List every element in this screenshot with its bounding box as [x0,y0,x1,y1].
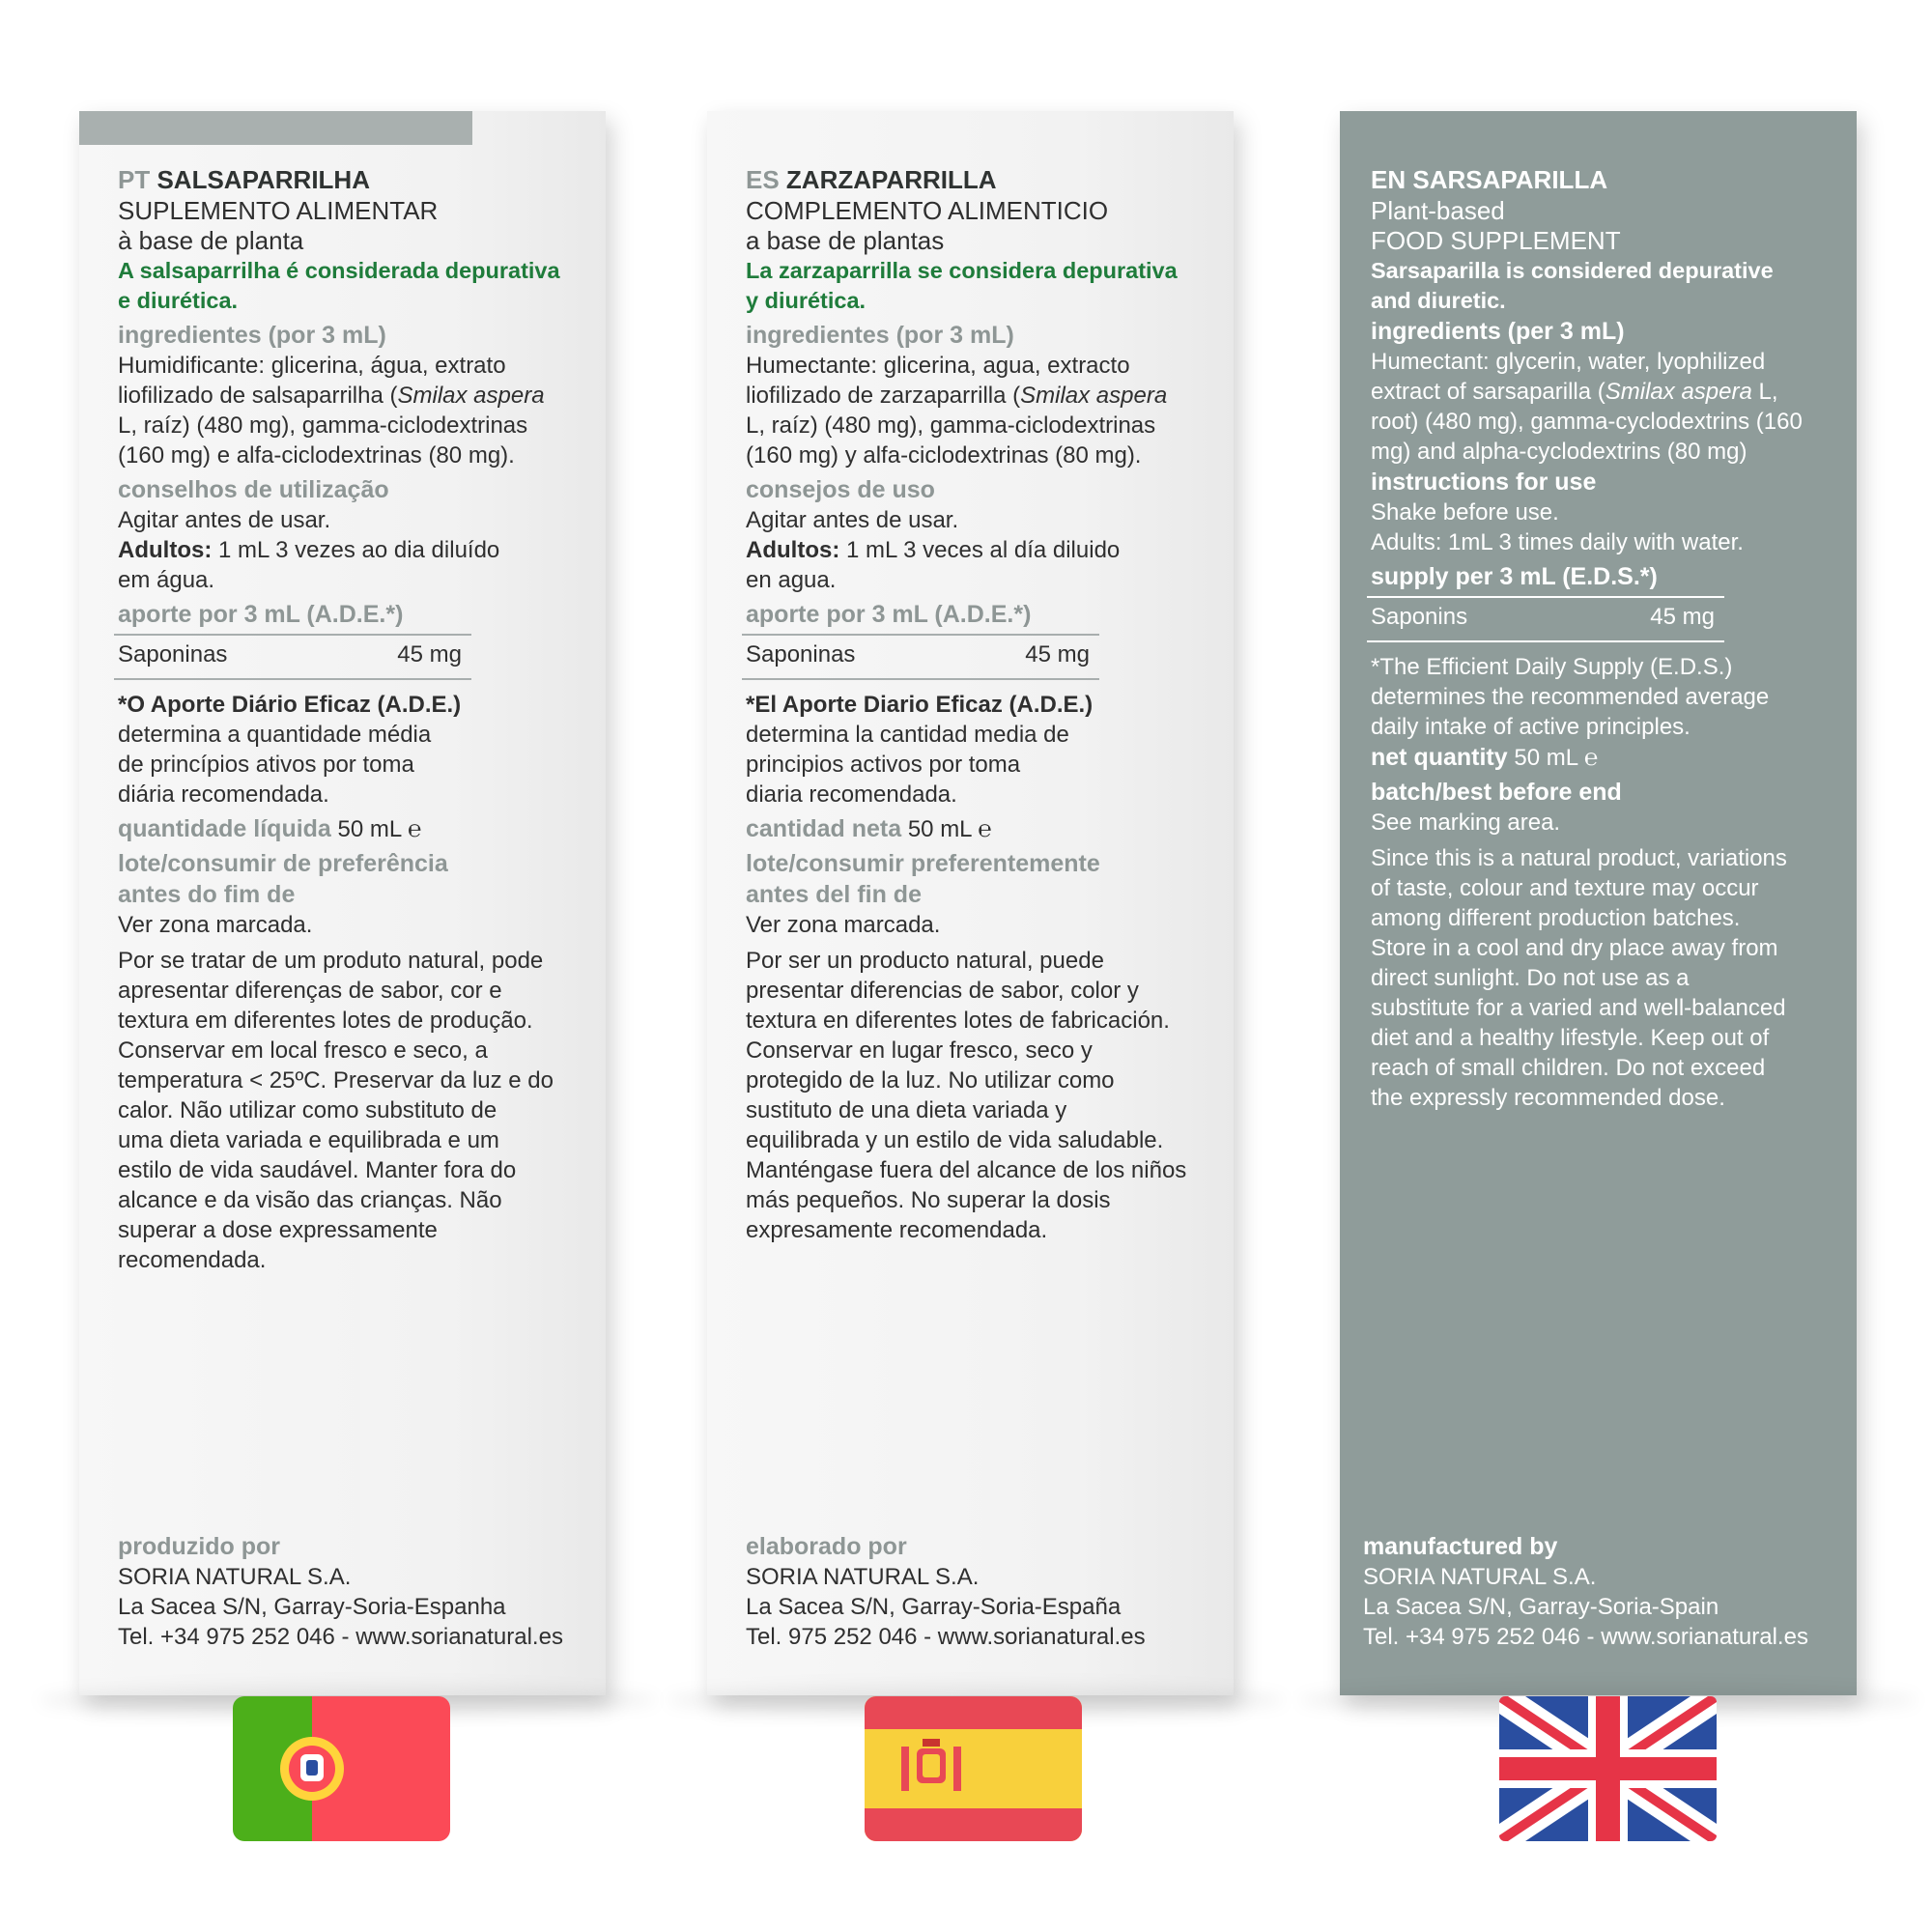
manufacturer-heading: elaborado por [746,1533,907,1560]
supply-table [118,599,567,680]
usage-line: Adultos: 1 mL 3 vezes ao dia diluído [118,537,500,563]
ingredients-line: Humectant: glycerin, water, lyophilized [1371,349,1766,375]
product-title [1371,163,1818,196]
product-title [118,163,567,196]
language-code: EN [1371,165,1406,194]
usage-heading: conselhos de utilização [118,476,389,503]
footnote-line: *El Aporte Diario Eficaz (A.D.E.) [746,692,1094,718]
label-panel-en [1340,111,1857,1695]
manufacturer-block [746,1531,1146,1652]
manufacturer-block [1363,1531,1808,1652]
product-type: Plant-based [1371,196,1505,225]
manufacturer-heading: produzido por [118,1533,281,1560]
product-title [746,163,1195,196]
supply-row: Saponinas 45 mg [118,641,462,668]
usage-heading: instructions for use [1371,469,1597,496]
supply-row: Saponins 45 mg [1371,604,1715,630]
product-name: SARSAPARILLA [1412,165,1608,194]
ingredients-line: root) (480 mg), gamma-cyclodextrins (160 [1371,409,1803,435]
footnote-line: diaria recomendada. [746,781,957,808]
warnings-block: Por se tratar de um produto natural, pode apresentar diferenças de sabor, cor e textura em diferentes lotes de produção. Conservar em local fresco e seco, a temperatura < 25ºC. Preservar da luz e do calor. Não utilizar como substituto de uma dieta variada e equilibrada e um estilo de vida saudável. Manter fora do alcance e da visão das crianças. Não superar a dose expressamente recomendada. [118,948,554,1273]
claim-line: y diurética. [746,288,867,313]
supply-row: Saponinas 45 mg [746,641,1090,668]
usage-line: Agitar antes de usar. [746,507,959,533]
batch-heading: antes do fim de [118,881,296,908]
claim-line: Sarsaparilla is considered depurative [1371,258,1774,283]
product-subtype: a base de plantas [746,226,945,255]
net-quantity: cantidad neta 50 mL ℮ [746,815,992,842]
footnote-line: de princípios ativos por toma [118,752,414,778]
footnote-line: determina a quantidade média [118,722,432,748]
supply-table [746,599,1195,680]
product-subtype: FOOD SUPPLEMENT [1371,226,1621,255]
manufacturer-address: La Sacea S/N, Garray-Soria-España [746,1594,1122,1620]
manufacturer-address: La Sacea S/N, Garray-Soria-Espanha [118,1594,506,1620]
ingredients-line: (160 mg) y alfa-ciclodextrinas (80 mg). [746,442,1142,469]
supply-heading: aporte por 3 mL (A.D.E.*) [746,601,1032,628]
claim-line: and diuretic. [1371,288,1506,313]
manufacturer-heading: manufactured by [1363,1533,1558,1560]
batch-heading: antes del fin de [746,881,922,908]
footnote-line: *The Efficient Daily Supply (E.D.S.) [1371,654,1733,680]
claim-line: e diurética. [118,288,239,313]
supply-table [1371,561,1818,642]
ingredients-line: mg) and alpha-cyclodextrins (80 mg) [1371,439,1747,465]
supply-heading: aporte por 3 mL (A.D.E.*) [118,601,404,628]
manufacturer-name: SORIA NATURAL S.A. [118,1564,352,1590]
ingredients-line: L, raíz) (480 mg), gamma-ciclodextrinas [746,412,1156,439]
ingredients-line: Humectante: glicerina, agua, extracto [746,353,1130,379]
manufacturer-name: SORIA NATURAL S.A. [746,1564,980,1590]
net-quantity: net quantity 50 mL ℮ [1371,744,1599,771]
usage-line: en agua. [746,567,837,593]
ingredients-heading: ingredientes (por 3 mL) [118,322,386,349]
label-panel-es [707,111,1234,1695]
ingredients-line: (160 mg) e alfa-ciclodextrinas (80 mg). [118,442,515,469]
manufacturer-name: SORIA NATURAL S.A. [1363,1564,1597,1590]
footnote-line: daily intake of active principles. [1371,714,1690,740]
uk-flag-icon [1499,1696,1717,1841]
language-code: PT [118,165,151,194]
usage-line: Shake before use. [1371,499,1559,526]
warnings-block: Since this is a natural product, variations of taste, colour and texture may occur among different production batches. Store in a cool and dry place away from direct sunlight. Do not use as a substitute for a varied and well-balanced diet and a healthy lifestyle. Keep out of reach of small children. Do not exceed the expressly recommended dose. [1371,845,1787,1111]
product-name: SALSAPARRILHA [156,165,370,194]
supply-heading: supply per 3 mL (E.D.S.*) [1371,563,1658,590]
ingredients-line: liofilizado de zarzaparrilla (Smilax aspera [746,383,1168,409]
usage-line: Adultos: 1 mL 3 veces al día diluido [746,537,1121,563]
footnote-line: determines the recommended average [1371,684,1770,710]
manufacturer-contact: Tel. 975 252 046 - www.sorianatural.es [746,1624,1146,1650]
panel-top-band [79,111,472,145]
warnings-block: Por ser un producto natural, puede presentar diferencias de sabor, color y textura en diferentes lotes de fabricación. Conservar en lugar fresco, seco y protegido de la luz. No utilizar como sustituto de una dieta variada y equilibrada y un estilo de vida saludable. Manténgase fuera del alcance de los niños más pequeños. No superar la dosis expresamente recomendada. [746,948,1187,1243]
usage-line: Agitar antes de usar. [118,507,331,533]
batch-heading: lote/consumir de preferência [118,850,448,877]
ingredients-heading: ingredientes (por 3 mL) [746,322,1014,349]
footnote-line: *O Aporte Diário Eficaz (A.D.E.) [118,692,462,718]
manufacturer-block [118,1531,563,1652]
batch-text: Ver zona marcada. [118,912,313,938]
ingredients-heading: ingredients (per 3 mL) [1371,318,1625,345]
manufacturer-contact: Tel. +34 975 252 046 - www.sorianatural.es [1363,1624,1808,1650]
net-quantity: quantidade líquida 50 mL ℮ [118,815,422,842]
ingredients-line: liofilizado de salsaparrilha (Smilax aspera [118,383,545,409]
usage-line: em água. [118,567,215,593]
spain-flag-icon [865,1696,1082,1841]
batch-text: Ver zona marcada. [746,912,941,938]
footnote-line: principios activos por toma [746,752,1021,778]
usage-heading: consejos de uso [746,476,935,503]
manufacturer-contact: Tel. +34 975 252 046 - www.sorianatural.es [118,1624,563,1650]
product-type: COMPLEMENTO ALIMENTICIO [746,196,1109,225]
claim-line: A salsaparrilha é considerada depurativa [118,258,560,283]
manufacturer-address: La Sacea S/N, Garray-Soria-Spain [1363,1594,1719,1620]
ingredients-line: Humidificante: glicerina, água, extrato [118,353,506,379]
footnote-line: determina la cantidad media de [746,722,1069,748]
label-panel-pt [79,111,606,1695]
language-code: ES [746,165,780,194]
product-name: ZARZAPARRILLA [785,165,997,194]
usage-line: Adults: 1mL 3 times daily with water. [1371,529,1744,555]
batch-heading: batch/best before end [1371,779,1622,806]
claim-line: La zarzaparrilla se considera depurativa [746,258,1178,283]
ingredients-line: extract of sarsaparilla (Smilax aspera L, [1371,379,1778,405]
product-subtype: à base de planta [118,226,304,255]
footnote-line: diária recomendada. [118,781,329,808]
product-type: SUPLEMENTO ALIMENTAR [118,196,439,225]
ingredients-line: L, raíz) (480 mg), gamma-ciclodextrinas [118,412,528,439]
batch-heading: lote/consumir preferentemente [746,850,1100,877]
batch-text: See marking area. [1371,810,1561,836]
portugal-flag-icon [233,1696,450,1841]
